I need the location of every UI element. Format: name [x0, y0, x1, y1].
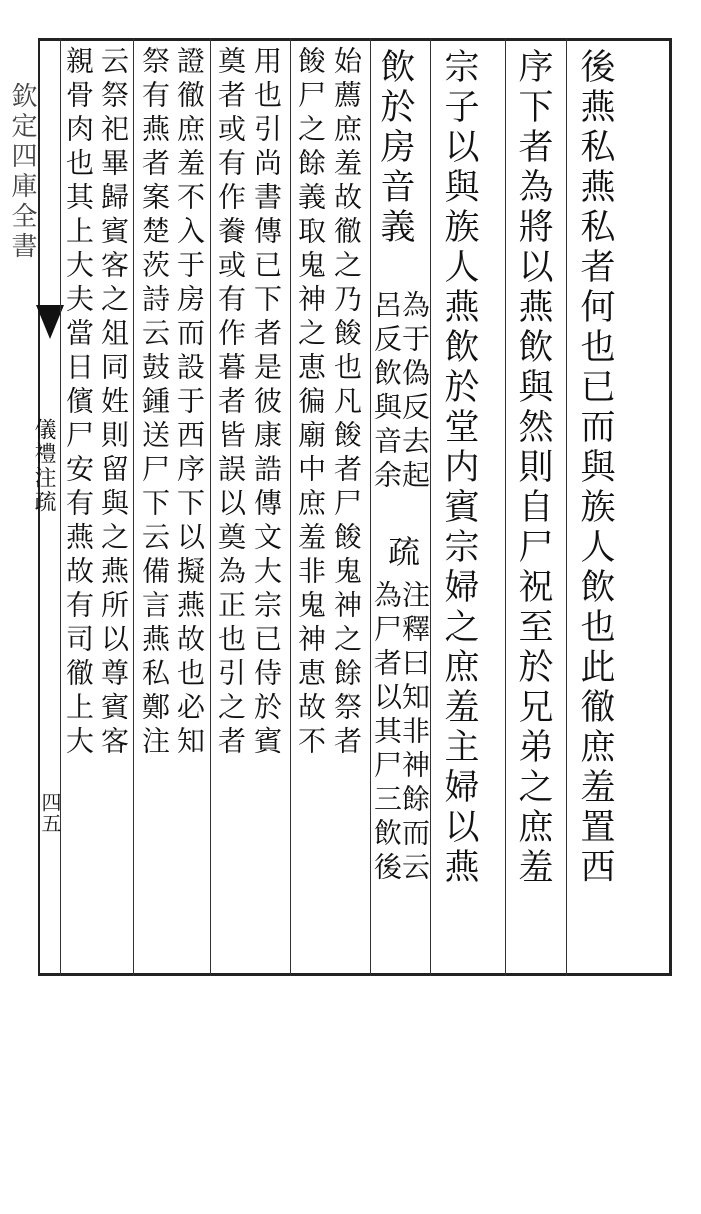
commentary-right: 注釋曰知非神餘而云 [398, 580, 431, 886]
annotation-left: 呂反飲與音余 [370, 290, 403, 494]
column-rule [505, 38, 506, 976]
column-rule [133, 38, 134, 976]
commentary-right: 云祭祀畢歸賓客之俎同姓則留與之燕所以尊賓客 [97, 46, 130, 760]
shu-mark: 疏 [383, 535, 421, 573]
commentary-right: 始薦庶羞故徹之乃餕也凡餕者尸餕鬼神之餘祭者 [330, 46, 363, 760]
column-rule [210, 38, 211, 976]
main-text-column-3: 宗子以與族人燕飲於堂内賓宗婦之庶羞主婦以燕 [439, 48, 479, 888]
column-rule [566, 38, 567, 976]
commentary-left: 餕尸之餘義取鬼神之恵徧廟中庶羞非鬼神恵故不 [294, 46, 327, 760]
page-number: 四五 [38, 792, 62, 834]
annotation-right: 為于偽反去起 [398, 290, 431, 494]
commentary-left: 祭有燕者案楚茨詩云鼓鍾送尸下云備言燕私鄭注 [138, 46, 171, 760]
column-rule [60, 38, 61, 976]
main-text-column-1: 後燕私燕私者何也已而與族人飲也此徹庶羞置西 [575, 48, 615, 888]
main-text-column-2: 序下者為將以燕飲與然則自尸祝至於兄弟之庶羞 [513, 48, 553, 888]
book-title: 儀禮注疏 [31, 418, 56, 514]
commentary-left: 為尸者以其尸三飲後 [370, 580, 403, 886]
column-rule [290, 38, 291, 976]
commentary-left: 奠者或有作餋或有作暮者皆誤以奠為正也引之者 [214, 46, 247, 760]
main-text-column-4: 飲於房音義 [375, 48, 415, 248]
fold-margin-text: 欽定四庫全書 [7, 82, 37, 262]
commentary-right: 用也引尚書傳已下者是彼康誥傳文大宗已侍於賓 [250, 46, 283, 760]
commentary-left: 親骨肉也其上大夫當日儐尸安有燕故有司徹上大 [62, 46, 95, 760]
commentary-right: 證徹庶羞不入于房而設于西序下以擬燕故也必知 [173, 46, 206, 760]
